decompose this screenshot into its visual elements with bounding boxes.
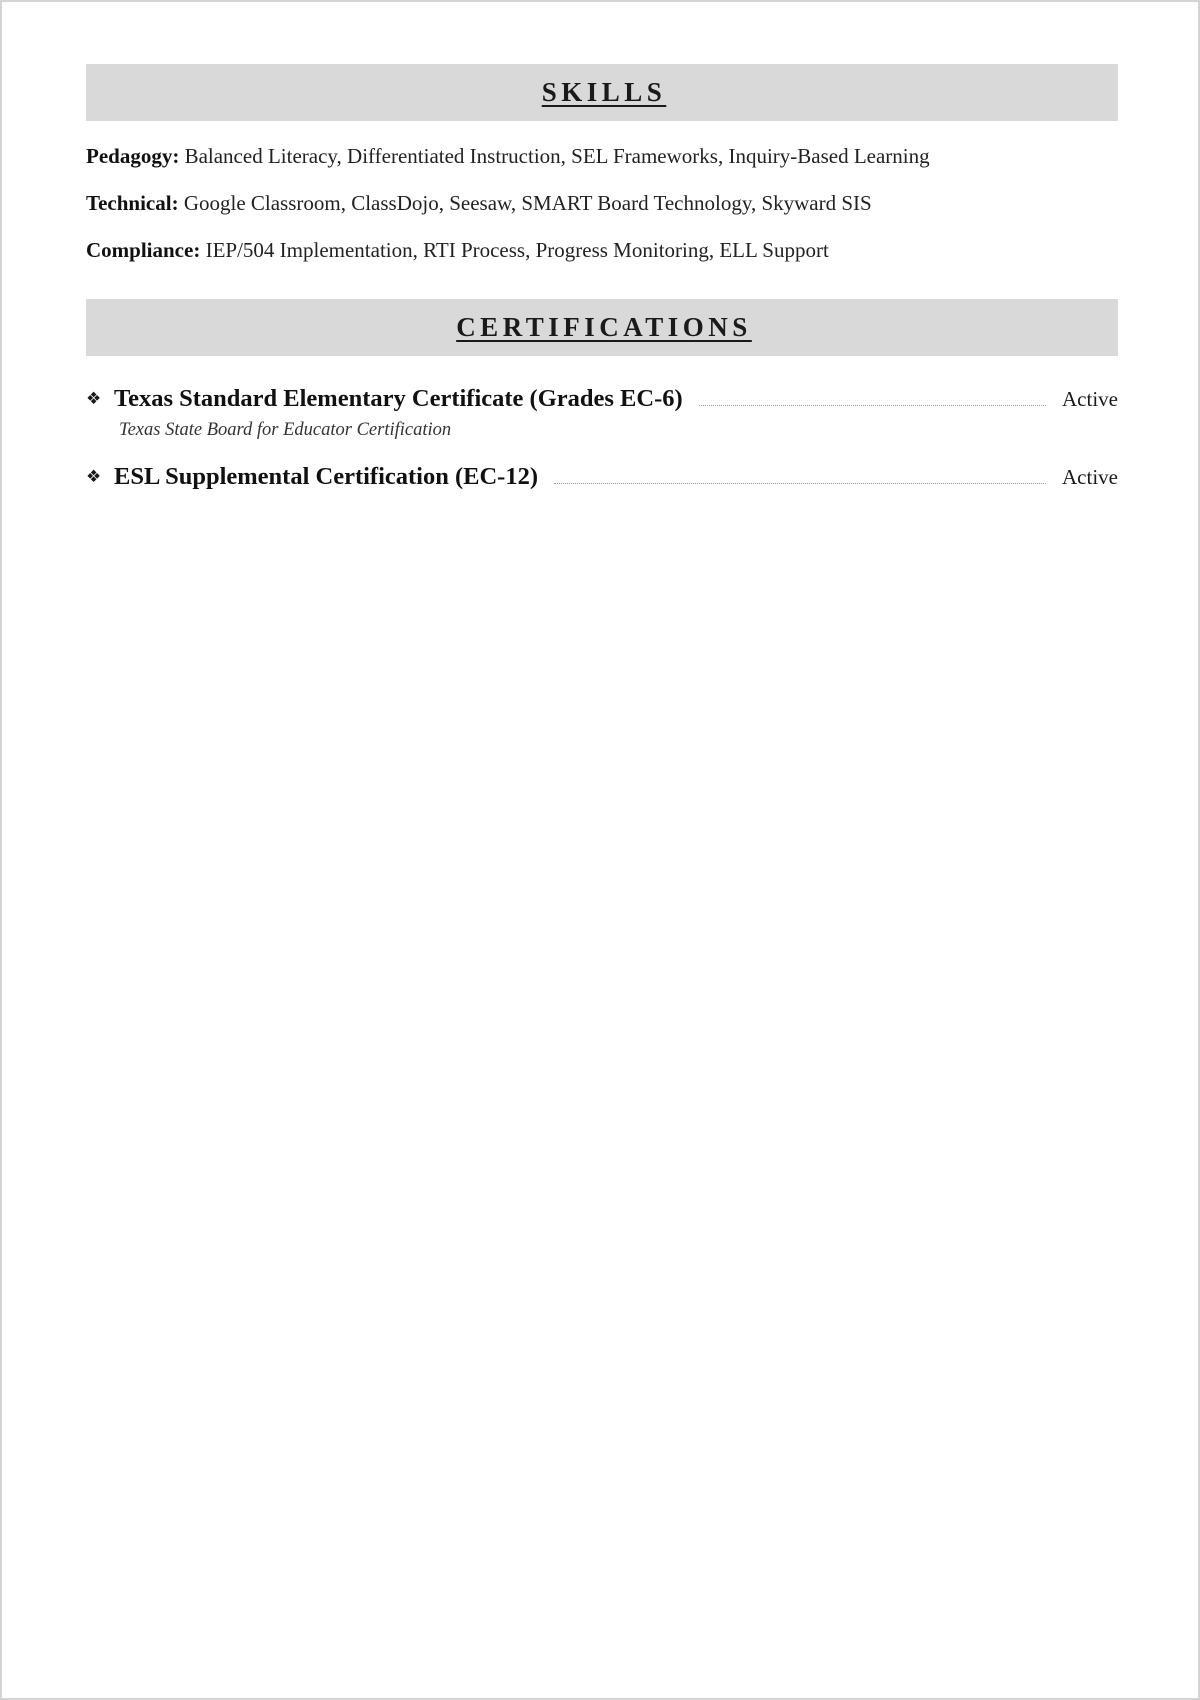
dotted-leader — [699, 405, 1046, 406]
skill-value: IEP/504 Implementation, RTI Process, Progress Monitoring, ELL Support — [205, 238, 829, 262]
skill-label: Compliance: — [86, 238, 201, 262]
certification-name: ESL Supplemental Certification (EC-12) — [114, 463, 538, 490]
skill-line-technical — [86, 190, 1118, 216]
skill-label: Pedagogy: — [86, 144, 180, 168]
certification-status: Active — [1062, 465, 1118, 489]
certifications-section-header — [86, 299, 1118, 356]
certification-issuer: Texas State Board for Educator Certification — [119, 420, 452, 440]
certification-item — [86, 384, 1118, 442]
certification-name: Texas Standard Elementary Certificate (Grades EC-6) — [114, 385, 683, 412]
certification-row — [86, 462, 1118, 492]
skill-label: Technical: — [86, 191, 179, 215]
skills-section-header — [86, 64, 1118, 121]
certification-status: Active — [1062, 387, 1118, 411]
dotted-leader — [554, 483, 1046, 484]
skill-line-compliance — [86, 237, 1118, 263]
diamond-bullet-icon: ❖ — [86, 389, 102, 409]
skill-value: Balanced Literacy, Differentiated Instruction, SEL Frameworks, Inquiry-Based Learning — [184, 144, 930, 168]
skill-value: Google Classroom, ClassDojo, Seesaw, SMART Board Technology, Skyward SIS — [183, 191, 872, 215]
certification-item — [86, 462, 1118, 492]
resume-content — [86, 64, 1118, 492]
skills-list — [86, 143, 1118, 263]
diamond-bullet-icon: ❖ — [86, 467, 102, 487]
skill-line-pedagogy — [86, 143, 1118, 169]
certification-row — [86, 384, 1118, 414]
skills-section-title: SKILLS — [541, 77, 667, 107]
certifications-section-title: CERTIFICATIONS — [456, 312, 752, 342]
certifications-list — [86, 384, 1118, 492]
